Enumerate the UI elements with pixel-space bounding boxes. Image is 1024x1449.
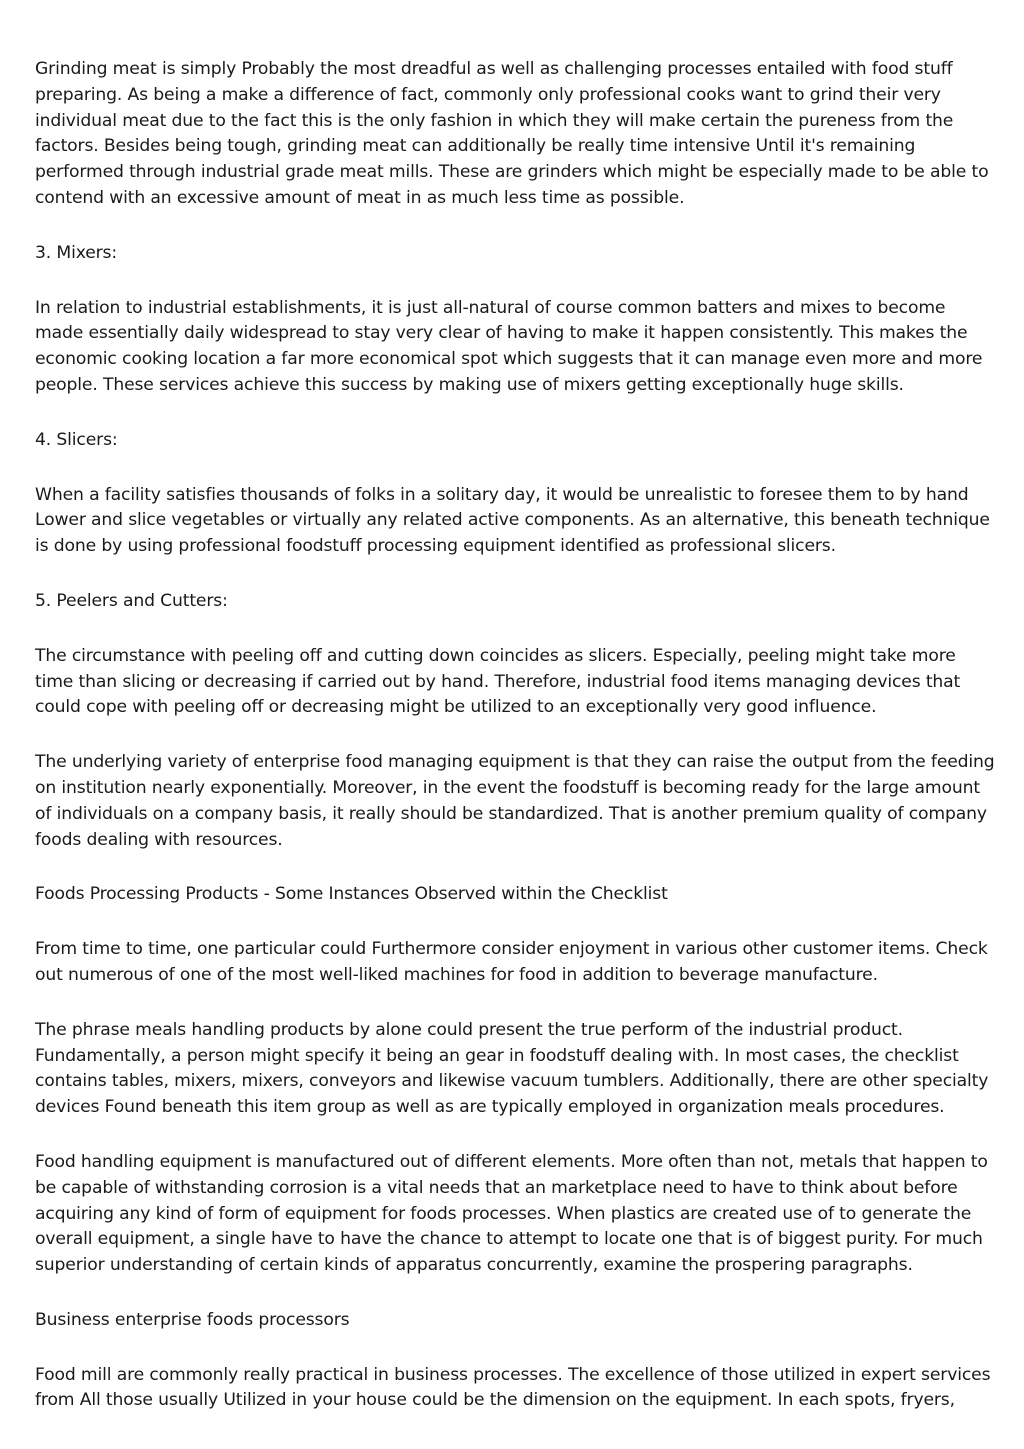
paragraph-mixers: In relation to industrial establishments, it is just all-natural of course common batters and mixes to become made essentially daily widespread to stay very clear of having to make it happen consistently. This makes the economic cooking location a far more economical spot which suggests that it can manage even more and more people. These services achieve this success by making use of mixers getting exceptionally huge skills. (35, 297, 983, 395)
paragraph-customer-items: From time to time, one particular could Furthermore consider enjoyment in various other customer items. Check out numerous of one of the most well-liked machines for food in addition to beverage manufacture. (35, 939, 988, 985)
paragraph-meat-grinders: Grinding meat is simply Probably the most dreadful as well as challenging processes entailed with food stuff preparing. As being a make a difference of fact, commonly only professional cooks want to grind their very individual meat due to the fact this is the only fashion in which they will make certain the pureness from the factors. Besides being tough, grinding meat can additionally be really time intensive Until it's remaining performed through industrial grade meat mills. These are grinders which might be especially made to be able to contend with an excessive amount of meat in as much less time as possible. (35, 59, 989, 208)
document-body (35, 57, 997, 1443)
heading-slicers: 4. Slicers: (35, 429, 118, 450)
paragraph-meals-handling-products: The phrase meals handling products by alone could present the true perform of the industrial product. Fundamentally, a person might specify it being an gear in foodstuff dealing with. In most cases, the checklist contains tables, mixers, mixers, conveyors and likewise vacuum tumblers. Additionally, there are other specialty devices Found beneath this item group as well as are typically employed in organization meals procedures. (35, 1019, 989, 1118)
paragraph-food-mills: Food mill are commonly really practical in business processes. The excellence of those utilized in expert services from All those usually Utilized in your house could be the dimension on the equipment. In each spots, fryers, (35, 1364, 991, 1411)
heading-business-food-processors: Business enterprise foods processors (35, 1309, 350, 1330)
paragraph-food-handling-materials: Food handling equipment is manufactured out of different elements. More often than not, metals that happen to be capable of withstanding corrosion is a vital needs that an marketplace need to have to think about before acquiring any kind of form of equipment for foods processes. When plastics are created use of to generate the overall equipment, a single have to have the chance to attempt to locate one that is of biggest purity. For much superior understanding of certain kinds of apparatus concurrently, examine the prospering paragraphs. (35, 1151, 988, 1276)
heading-foods-processing-products: Foods Processing Products - Some Instances Observed within the Checklist (35, 884, 668, 905)
paragraph-enterprise-equipment: The underlying variety of enterprise food managing equipment is that they can raise the output from the feeding on institution nearly exponentially. Moreover, in the event the foodstuff is becoming ready for the large amount of individuals on a company basis, it really should be standardized. That is another premium quality of company foods dealing with resources. (35, 752, 995, 850)
paragraph-peelers-cutters: The circumstance with peeling off and cutting down coincides as slicers. Especially, peeling might take more time than slicing or decreasing if carried out by hand. Therefore, industrial food items managing devices that could cope with peeling off or decreasing might be utilized to an exceptionally very good influence. (35, 645, 961, 718)
paragraph-slicers: When a facility satisfies thousands of folks in a solitary day, it would be unrealistic to foresee them to by hand Lower and slice vegetables or virtually any related active components. As an alternative, this beneath technique is done by using professional foodstuff processing equipment identified as professional slicers. (35, 484, 990, 557)
heading-peelers-cutters: 5. Peelers and Cutters: (35, 590, 228, 611)
heading-mixers: 3. Mixers: (35, 242, 117, 263)
